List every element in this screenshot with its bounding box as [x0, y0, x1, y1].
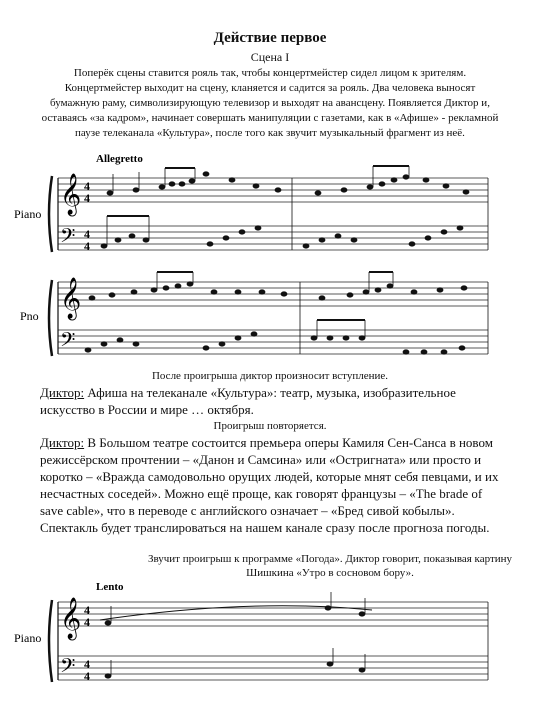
score-2-staves: [0, 268, 540, 364]
scene-title: Сцена I: [250, 50, 290, 64]
act-title: Действие первое: [213, 30, 327, 46]
bass-clef-icon: 𝄢: [60, 224, 76, 252]
speaker-label: Диктор:: [40, 385, 85, 400]
time-sig-bottom-bass: 4: [84, 239, 90, 253]
treble-clef-icon: 𝄞: [60, 278, 82, 319]
bass-clef-icon: 𝄢: [60, 654, 76, 682]
instrument-label: Pno: [20, 309, 39, 323]
music-score-2: [0, 268, 540, 364]
score-1-staves: [0, 150, 540, 260]
brace: [49, 280, 52, 356]
bass-staff: [58, 656, 488, 680]
announcer-paragraph-2: [40, 434, 500, 536]
announcer-paragraph-1: [40, 384, 500, 418]
instrument-label: Piano: [14, 631, 42, 645]
bass-notes: [85, 320, 465, 354]
caption-intro: После проигрыша диктор произносит вступление.: [151, 370, 389, 382]
paragraph-text: Афиша на телеканале «Культура»: театр, музыка, изобразительное искусство в России и мире … октября.: [40, 385, 456, 417]
instrument-label: Piano: [14, 207, 42, 221]
time-sig-top: 4: [84, 179, 90, 193]
tempo-marking: Allegretto: [96, 153, 143, 165]
stage-direction: Поперёк сцены ставится рояль так, чтобы концертмейстер сидел лицом к зрителям. Концертмейстер выходит на сцену, кланяется и садится за рояль. Два человека выносят бумажную раму, символизирующую телевизор и выходят на авансцену. Появляется Диктор и, оставаясь «за кадром», начинает совершать манипуляции с газетами, как в «Афише» - рекламной паузе телеканала «Культура», после того как звучит музыкальный фрагмент из неё.: [41, 67, 499, 139]
score-3-staves: [0, 580, 540, 720]
time-sig-top-bass: 4: [84, 227, 90, 241]
bass-staff: [58, 226, 488, 250]
time-sig-top: 4: [84, 603, 90, 617]
treble-clef-icon: 𝄞: [60, 174, 82, 215]
music-score-3: [0, 580, 540, 720]
treble-notes: [107, 166, 469, 195]
paragraph-text: В Большом театре состоится премьера оперы Камиля Сен-Санса в новом режиссёрском прочтении – «Данон и Самсина» или «Остригната» или просто и коротко – «Вражда самодовольно орущих людей, которые мнят себя певцами, и их несчастных соседей». Можно ещё проще, как говорят французы – «The brade of save cable», что в переводе с английского означает – «Бред сивой кобылы». Спектакль будет транслироваться на нашем канале сразу после прогноза погоды.: [40, 435, 499, 535]
music-score-1: [0, 150, 540, 260]
time-sig-bottom-bass: 4: [84, 669, 90, 683]
bass-clef-icon: 𝄢: [60, 328, 76, 356]
treble-clef-icon: 𝄞: [60, 598, 82, 639]
caption-weather: Звучит проигрыш к программе «Погода». Диктор говорит, показывая картину Шишкина «Утро в сосновом бору».: [147, 553, 513, 579]
time-sig-bottom: 4: [84, 615, 90, 629]
brace: [49, 600, 52, 682]
time-sig-top-bass: 4: [84, 657, 90, 671]
tempo-marking: Lento: [96, 581, 124, 593]
treble-staff: [58, 282, 488, 306]
treble-notes: [89, 272, 467, 300]
speaker-label: Диктор:: [40, 435, 85, 450]
time-sig-bottom: 4: [84, 191, 90, 205]
brace: [49, 176, 52, 252]
caption-repeat: Проигрыш повторяется.: [213, 420, 327, 432]
